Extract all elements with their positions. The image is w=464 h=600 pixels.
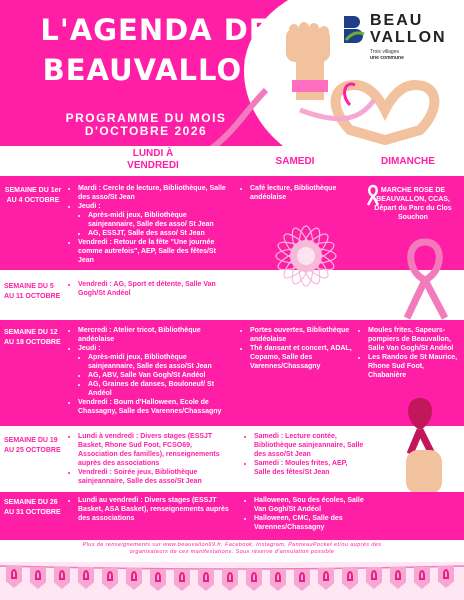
- page-title: [10, 10, 300, 90]
- logo-tagline: [370, 49, 404, 61]
- footer-line-2: organisateurs de ces manifestations. Sous réserve d'annulation possible: [129, 549, 335, 555]
- event-item: • Samedi : Moules frites, AEP, Salle des fêtes/St Jean: [254, 459, 364, 477]
- week-5-weekday-events: [70, 496, 230, 523]
- bunting-flag: [6, 566, 22, 588]
- week-4-weekday-events: [70, 432, 230, 486]
- pink-ribbon-icon: [299, 572, 305, 582]
- bunting-flag: [366, 567, 382, 589]
- logo-mark-icon: [340, 14, 368, 44]
- week-label: SEMAINE DU 12 AU 18 OCTOBRE: [4, 329, 61, 346]
- pink-ribbon-icon: [35, 570, 41, 580]
- pink-ribbon-icon: [251, 572, 257, 582]
- bunting-flag: [150, 569, 166, 591]
- pink-ribbon-icon: [347, 571, 353, 581]
- event-item: MARCHE ROSE DE BEAUVALLON, CCAS, Départ du Parc du Clos Souchon: [374, 187, 452, 221]
- pink-ribbon-icon: [59, 570, 65, 580]
- event-item: • Jeudi :: [78, 202, 230, 211]
- bunting-flag: [174, 569, 190, 591]
- week-1-weekday-events: [70, 184, 230, 265]
- pink-ribbon-icon: [371, 570, 377, 580]
- logo-line-2: VALLON: [370, 29, 447, 46]
- event-item: • Mardi : Cercle de lecture, Bibliothèque, Salle des asso/St Jean: [78, 184, 230, 202]
- logo-line-1: BEAU: [370, 12, 424, 29]
- event-item: • Lundi à vendredi : Divers stages (ESSJT Basket, Rhone Sud Foot, FCSO69, Association des familles), renseignements auprès des associations: [78, 432, 230, 468]
- event-item: • Lundi au vendredi : Divers stages (ESSJT Basket, ASA Basket), renseignements auprès des associations: [78, 496, 230, 523]
- event-item: • Café lecture, Bibliothèque andéolaise: [250, 184, 352, 202]
- pink-ribbon-icon: [395, 570, 401, 580]
- pink-ribbon-icon: [179, 572, 185, 582]
- pink-ribbon-icon: [11, 569, 17, 579]
- pink-ribbon-icon: [203, 572, 209, 582]
- week-label: SEMAINE DU 26 AU 31 OCTOBRE: [4, 499, 61, 516]
- footer-note: [10, 542, 454, 556]
- pink-ribbon-icon: [443, 569, 449, 579]
- event-item: • Vendredi : AG, Sport et détente, Salle Van Gogh/St Andéol: [78, 280, 230, 298]
- logo-tagline-1: Trois villages: [370, 49, 399, 55]
- pink-ribbon-icon: [131, 571, 137, 581]
- event-item: • Halloween, Sou des écoles, Salle Van Gogh/St Andéol: [254, 496, 364, 514]
- logo-text: [370, 12, 447, 46]
- bunting-flag: [390, 567, 406, 589]
- bunting-flag: [54, 567, 70, 589]
- column-header-sunday: DIMANCHE: [381, 156, 435, 167]
- bunting-flag: [78, 567, 94, 589]
- event-item: • AG, ABV, Salle Van Gogh/St Andéol: [88, 371, 230, 380]
- column-header-saturday: SAMEDI: [275, 156, 315, 167]
- event-item: • Vendredi : Retour de la fête "Une journée comme autrefois", AEP, Salle des fêtes/St Jean: [78, 238, 230, 265]
- column-header-weekdays-line-1: LUNDI À: [132, 148, 174, 159]
- pink-ribbon-icon: [323, 571, 329, 581]
- week-row-5: [0, 492, 464, 540]
- event-item: • Samedi : Lecture contée, Bibliothèque sainjeannaire, Salle des asso/St Jean: [254, 432, 364, 459]
- event-item: • Moules frites, Sapeurs-pompiers de Beauvallon, Salle Van Gogh/St Andéol: [368, 326, 460, 353]
- page-subtitle: [16, 112, 276, 138]
- bunting-flag: [126, 568, 142, 590]
- bunting-flag: [438, 566, 454, 588]
- event-item: • Thé dansant et concert, ADAL, Copamo, Salle des Varennes/Chassagny: [250, 344, 354, 371]
- week-label: SEMAINE DU 5 AU 11 OCTOBRE: [4, 283, 61, 300]
- pink-ribbon-icon: [107, 571, 113, 581]
- event-item: • Vendredi : Boum d'Halloween, Ecole de Chassagny, Salle des Varennes/Chassagny: [78, 398, 230, 416]
- bunting-flag: [30, 567, 46, 589]
- bunting-flag: [294, 569, 310, 591]
- logo-tagline-2: une commune: [370, 55, 404, 61]
- pink-ribbon-icon: [155, 572, 161, 582]
- bunting-flag: [270, 569, 286, 591]
- pink-ribbon-icon: [83, 570, 89, 580]
- week-4-saturday-events: [246, 432, 364, 477]
- heart-hands-icon: [336, 84, 435, 140]
- event-item: • Jeudi :: [78, 344, 230, 353]
- event-item: • Halloween, CMC, Salle des Varennes/Chassagny: [254, 514, 364, 532]
- event-item: • AG, Graines de danses, Bouloneuf/ St Andéol: [88, 380, 230, 398]
- title-line-1: L'AGENDA DE: [40, 13, 270, 47]
- event-item: • Portes ouvertes, Bibliothèque andéolaise: [250, 326, 354, 344]
- title-line-2: BEAUVALLON: [42, 53, 268, 87]
- subtitle-line-1: PROGRAMME DU MOIS: [65, 111, 227, 125]
- event-item: • Après-midi jeux, Bibliothèque sainjeannaire, Salle des asso/ St Jean: [88, 211, 230, 229]
- bunting-flag: [102, 568, 118, 590]
- header: [0, 0, 464, 146]
- week-3-sunday-events: [360, 326, 460, 380]
- week-label: SEMAINE DU 19 AU 25 OCTOBRE: [4, 437, 61, 454]
- event-item: • AG, ESSJT, Salle des asso/ St Jean: [88, 229, 230, 238]
- footer-line-1: Plus de renseignements sur www.beauvallon69.fr, Facebook, Instagram, PanneauPocket et/ou auprès des: [82, 542, 382, 548]
- column-header-weekdays: [78, 148, 228, 172]
- pink-ribbon-icon: [395, 232, 464, 322]
- bunting-flag: [318, 568, 334, 590]
- event-item: • Vendredi : Soirée jeux, Bibliothèque sainjeannaire, Salle des asso/St Jean: [78, 468, 230, 486]
- event-item: • Après-midi jeux, Bibliothèque sainjeannaire, Salle des asso/St Jean: [88, 353, 230, 371]
- week-2-weekday-events: [70, 280, 230, 298]
- pink-ribbon-icon: [227, 572, 233, 582]
- bunting-flag: [246, 569, 262, 591]
- event-item: • Les Randos de St Maurice, Rhone Sud Foot, Chabanière: [368, 353, 460, 380]
- week-3-weekday-events: [70, 326, 230, 416]
- bunting-flag: [342, 568, 358, 590]
- week-label: SEMAINE DU 1er AU 4 OCTOBRE: [4, 187, 62, 204]
- column-header-weekdays-line-2: VENDREDI: [127, 160, 179, 171]
- pink-ribbon-icon: [275, 572, 281, 582]
- bunting-flag: [414, 567, 430, 589]
- week-5-saturday-events: [246, 496, 364, 532]
- beauvallon-logo: [340, 12, 460, 68]
- pink-ribbon-icon: [419, 570, 425, 580]
- bunting-flag: [222, 569, 238, 591]
- ribbon-bunting-icon: [0, 562, 464, 600]
- week-3-saturday-events: [242, 326, 354, 371]
- event-item: • Mercredi : Atelier tricot, Bibliothèque andéolaise: [78, 326, 230, 344]
- subtitle-line-2: D'OCTOBRE 2026: [84, 124, 208, 138]
- bunting-flag: [198, 569, 214, 591]
- sunflower-icon: [236, 196, 396, 316]
